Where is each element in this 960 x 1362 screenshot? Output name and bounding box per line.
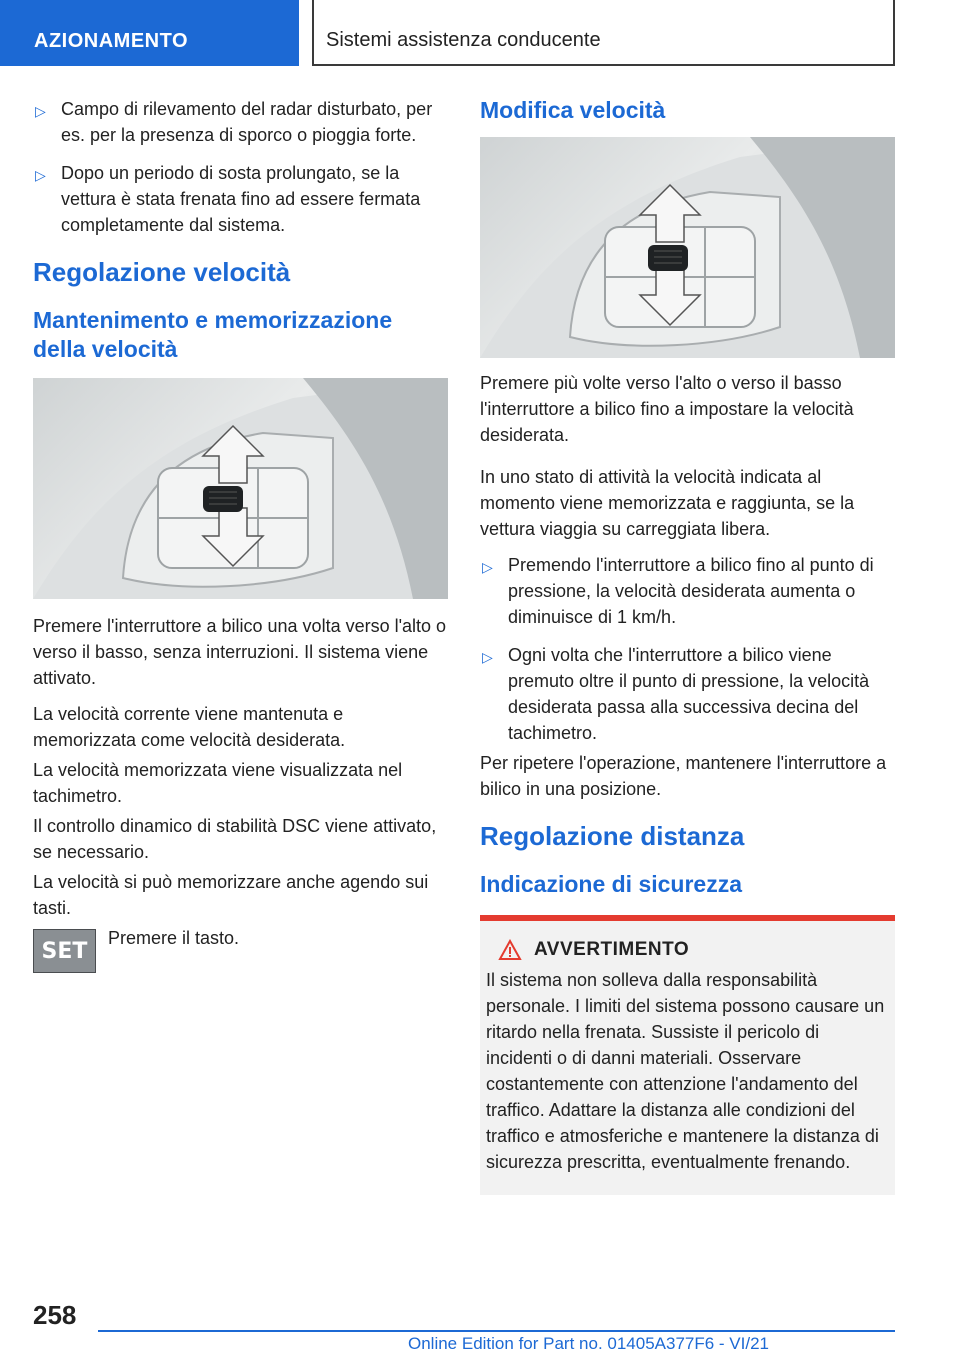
heading-distance: Regolazione distanza	[480, 821, 745, 851]
set-key-icon: SET	[33, 929, 96, 973]
heading-speed: Regolazione velocità	[33, 257, 291, 287]
paragraph: Premere più volte verso l'alto o verso il basso l'interruttore a bilico fino a impostare la velocità desiderata.	[480, 373, 854, 445]
bullet-list-top	[33, 96, 448, 238]
warning-box	[480, 915, 895, 1195]
left-column	[33, 96, 448, 973]
footer-divider	[98, 1330, 895, 1332]
warning-header	[486, 939, 885, 961]
paragraph: La velocità corrente viene mantenuta e memorizzata come velocità desiderata.	[33, 704, 346, 750]
subheading-keep-speed: Mantenimento e memorizzazione della velocità	[33, 307, 393, 362]
warning-triangle-icon	[498, 939, 522, 961]
triangle-bullet-icon: ▷	[35, 167, 46, 183]
triangle-bullet-icon: ▷	[35, 103, 46, 119]
triangle-bullet-icon: ▷	[482, 559, 493, 575]
list-item: ▷ Dopo un periodo di sosta prolungato, se la vettura è stata frenata fino ad essere fermata completamente dal sistema.	[35, 163, 421, 235]
paragraph: La velocità memorizzata viene visualizzata nel tachimetro.	[33, 760, 403, 806]
steering-switch-photo	[33, 378, 448, 599]
section-tab: AZIONAMENTO	[0, 0, 299, 66]
set-key-row	[33, 925, 448, 973]
triangle-bullet-icon: ▷	[482, 649, 493, 665]
footer-edition: Online Edition for Part no. 01405A377F6 - VI/21	[408, 1334, 770, 1353]
right-column	[480, 96, 895, 1195]
paragraph: Il controllo dinamico di stabilità DSC viene attivato, se necessario.	[33, 816, 437, 862]
page-number: 258	[33, 1300, 77, 1330]
paragraph: La velocità si può memorizzare anche agendo sui tasti.	[33, 872, 429, 918]
set-instruction: Premere il tasto.	[108, 928, 240, 948]
chapter-title: Sistemi assistenza conducente	[312, 0, 895, 66]
bullet-list	[480, 552, 895, 746]
paragraph: Premere l'interruttore a bilico una volta verso l'alto o verso il basso, senza interruzioni. Il sistema viene attivato.	[33, 616, 447, 688]
subheading-modify-speed: Modifica velocità	[480, 97, 666, 123]
paragraph: In uno stato di attività la velocità indicata al momento viene memorizzata e raggiunta, se la vettura viaggia su carreggiata libera.	[480, 467, 855, 539]
subheading-safety: Indicazione di sicurezza	[480, 871, 743, 897]
list-item: ▷ Campo di rilevamento del radar disturbato, per es. per la presenza di sporco o pioggia forte.	[35, 99, 433, 145]
warning-text: Il sistema non solleva dalla responsabilità personale. I limiti del sistema possono causare un ritardo nella frenata. Sussiste il pericolo di incidenti o di danni materiali. Osservare costantemente con attenzione l'andamento del traffico. Adattare la distanza alle condizioni del traffico e atmosferiche e mantenere la distanza di sicurezza prescritta, eventualmente frenando.	[486, 970, 885, 1172]
list-item: ▷ Ogni volta che l'interruttore a bilico viene premuto oltre il punto di pressione, la velocità desiderata passa alla successiva decina del tachimetro.	[482, 645, 870, 743]
warning-title: AVVERTIMENTO	[534, 939, 690, 960]
list-item: ▷ Premendo l'interruttore a bilico fino al punto di pressione, la velocità desiderata aumenta o diminuisce di 1 km/h.	[482, 555, 874, 627]
steering-switch-photo	[480, 137, 895, 358]
paragraph: Per ripetere l'operazione, mantenere l'interruttore a bilico in una posizione.	[480, 753, 887, 799]
